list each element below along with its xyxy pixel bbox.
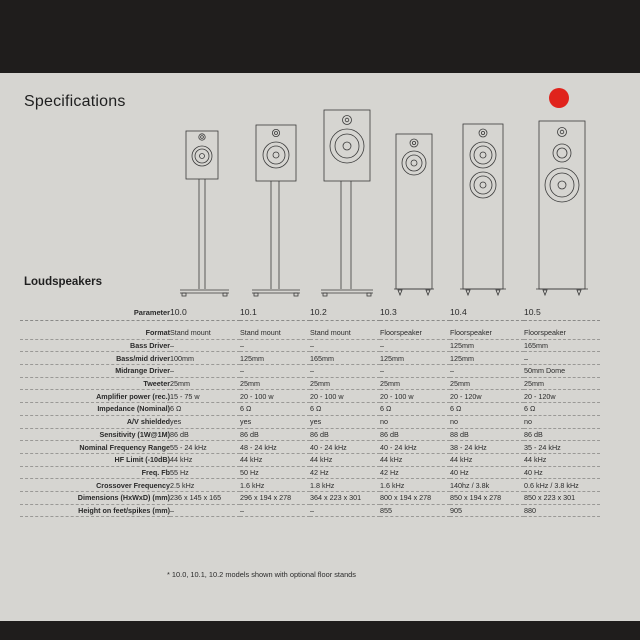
table-cell: 38 - 24 kHz xyxy=(450,441,524,454)
model-header: 10.2 xyxy=(310,304,380,321)
table-cell: – xyxy=(310,504,380,517)
table-cell: 44 kHz xyxy=(380,453,450,466)
table-cell: 25mm xyxy=(170,377,240,390)
table-cell: yes xyxy=(310,415,380,428)
table-cell: 880 xyxy=(524,504,600,517)
table-cell: 6 Ω xyxy=(170,403,240,416)
row-label: Nominal Frequency Range xyxy=(20,441,170,454)
table-cell: 850 x 194 x 278 xyxy=(450,491,524,504)
table-cell: Floorspeaker xyxy=(380,327,450,339)
table-cell: 25mm xyxy=(450,377,524,390)
speaker-10-5-drawing xyxy=(536,121,588,295)
table-cell: 20 - 120w xyxy=(450,390,524,403)
table-row xyxy=(20,428,600,441)
row-label: Bass/mid driver xyxy=(20,352,170,365)
table-row xyxy=(20,352,600,365)
table-cell: 55 - 24 kHz xyxy=(170,441,240,454)
speaker-10-2-drawing xyxy=(321,110,373,296)
table-cell: – xyxy=(380,339,450,352)
table-cell: 1.8 kHz xyxy=(310,479,380,492)
table-cell: 42 Hz xyxy=(310,466,380,479)
table-row xyxy=(20,365,600,378)
table-cell: 25mm xyxy=(310,377,380,390)
table-cell: 800 x 194 x 278 xyxy=(380,491,450,504)
table-cell: – xyxy=(380,365,450,378)
speaker-10-4-drawing xyxy=(460,124,506,295)
table-cell: 44 kHz xyxy=(310,453,380,466)
table-cell: Stand mount xyxy=(240,327,310,339)
table-cell: 296 x 194 x 278 xyxy=(240,491,310,504)
table-cell: 55 Hz xyxy=(170,466,240,479)
table-cell: 6 Ω xyxy=(240,403,310,416)
table-row xyxy=(20,390,600,403)
table-cell: 40 - 24 kHz xyxy=(380,441,450,454)
speaker-illustrations xyxy=(0,73,640,298)
table-cell: 44 kHz xyxy=(450,453,524,466)
table-row xyxy=(20,403,600,416)
table-cell: 20 - 100 w xyxy=(310,390,380,403)
table-cell: 44 kHz xyxy=(240,453,310,466)
row-label: Crossover Frequency xyxy=(20,479,170,492)
table-cell: 6 Ω xyxy=(310,403,380,416)
table-row xyxy=(20,466,600,479)
table-cell: yes xyxy=(240,415,310,428)
table-cell: Floorspeaker xyxy=(524,327,600,339)
table-row xyxy=(20,491,600,504)
table-cell: 6 Ω xyxy=(450,403,524,416)
table-cell: 40 - 24 kHz xyxy=(310,441,380,454)
table-cell: 20 - 120w xyxy=(524,390,600,403)
section-title: Loudspeakers xyxy=(24,276,102,288)
row-label: Tweeter xyxy=(20,377,170,390)
spec-sheet xyxy=(0,73,640,621)
table-cell: – xyxy=(524,352,600,365)
parameter-header: Parameter xyxy=(20,304,170,321)
table-cell: 35 - 24 kHz xyxy=(524,441,600,454)
table-cell: 86 dB xyxy=(524,428,600,441)
model-header: 10.3 xyxy=(380,304,450,321)
footnote: * 10.0, 10.1, 10.2 models shown with optional floor stands xyxy=(167,570,356,579)
table-row xyxy=(20,377,600,390)
table-cell: 0.6 kHz / 3.8 kHz xyxy=(524,479,600,492)
table-row xyxy=(20,479,600,492)
row-label: HF Limit (-10dB) xyxy=(20,453,170,466)
table-cell: 165mm xyxy=(524,339,600,352)
table-cell: Stand mount xyxy=(170,327,240,339)
table-cell: 88 dB xyxy=(450,428,524,441)
row-label: Freq. Fb xyxy=(20,466,170,479)
table-cell: Stand mount xyxy=(310,327,380,339)
table-cell: 850 x 223 x 301 xyxy=(524,491,600,504)
table-cell: 25mm xyxy=(240,377,310,390)
table-cell: 86 dB xyxy=(170,428,240,441)
table-cell: no xyxy=(380,415,450,428)
row-label: Format xyxy=(20,327,170,339)
table-row xyxy=(20,339,600,352)
row-label: Dimensions (HxWxD) (mm) xyxy=(20,491,170,504)
table-cell: 86 dB xyxy=(240,428,310,441)
model-header: 10.0 xyxy=(170,304,240,321)
table-cell: 6 Ω xyxy=(380,403,450,416)
table-row xyxy=(20,327,600,339)
model-header: 10.4 xyxy=(450,304,524,321)
table-cell: – xyxy=(450,365,524,378)
table-cell: – xyxy=(310,339,380,352)
table-cell: 50mm Dome xyxy=(524,365,600,378)
model-header: 10.5 xyxy=(524,304,600,321)
table-row xyxy=(20,453,600,466)
table-cell: Floorspeaker xyxy=(450,327,524,339)
row-label: Bass Driver xyxy=(20,339,170,352)
table-cell: 125mm xyxy=(450,339,524,352)
table-cell: – xyxy=(170,339,240,352)
specs-table xyxy=(20,304,600,517)
speaker-10-3-drawing xyxy=(394,134,434,295)
page-title: Specifications xyxy=(24,93,126,110)
table-cell: 236 x 145 x 165 xyxy=(170,491,240,504)
table-header-row xyxy=(20,304,600,321)
row-label: Impedance (Nominal) xyxy=(20,403,170,416)
table-cell: 40 Hz xyxy=(450,466,524,479)
row-label: Sensitivity (1W@1M) xyxy=(20,428,170,441)
speaker-10-1-drawing xyxy=(252,125,300,296)
table-cell: no xyxy=(524,415,600,428)
table-cell: 165mm xyxy=(310,352,380,365)
table-cell: – xyxy=(240,365,310,378)
table-cell: 40 Hz xyxy=(524,466,600,479)
speaker-10-0-drawing xyxy=(180,131,229,296)
table-cell: 125mm xyxy=(380,352,450,365)
table-cell: 50 Hz xyxy=(240,466,310,479)
table-row xyxy=(20,504,600,517)
table-row xyxy=(20,441,600,454)
table-cell: no xyxy=(450,415,524,428)
table-cell: 125mm xyxy=(450,352,524,365)
table-cell: 86 dB xyxy=(380,428,450,441)
specs-table-body xyxy=(20,327,600,517)
table-cell: 1.6 kHz xyxy=(380,479,450,492)
table-cell: – xyxy=(170,365,240,378)
table-cell: 15 - 75 w xyxy=(170,390,240,403)
table-cell: 44 kHz xyxy=(524,453,600,466)
table-cell: 20 - 100 w xyxy=(240,390,310,403)
table-cell: 2.5 kHz xyxy=(170,479,240,492)
table-cell: 364 x 223 x 301 xyxy=(310,491,380,504)
row-label: Height on feet/spikes (mm) xyxy=(20,504,170,517)
row-label: Midrange Driver xyxy=(20,365,170,378)
table-cell: yes xyxy=(170,415,240,428)
row-label: A/V shielded xyxy=(20,415,170,428)
table-cell: 44 kHz xyxy=(170,453,240,466)
table-cell: 20 - 100 w xyxy=(380,390,450,403)
table-cell: 1.6 kHz xyxy=(240,479,310,492)
table-cell: 125mm xyxy=(240,352,310,365)
table-cell: 25mm xyxy=(524,377,600,390)
table-cell: 100mm xyxy=(170,352,240,365)
table-cell: 86 dB xyxy=(310,428,380,441)
table-cell: 905 xyxy=(450,504,524,517)
table-cell: – xyxy=(170,504,240,517)
table-cell: – xyxy=(240,339,310,352)
table-cell: 140hz / 3.8k xyxy=(450,479,524,492)
table-row xyxy=(20,415,600,428)
table-cell: 42 Hz xyxy=(380,466,450,479)
table-cell: 25mm xyxy=(380,377,450,390)
table-cell: 855 xyxy=(380,504,450,517)
table-cell: 48 - 24 kHz xyxy=(240,441,310,454)
table-cell: – xyxy=(310,365,380,378)
row-label: Amplifier power (rec.) xyxy=(20,390,170,403)
table-cell: 6 Ω xyxy=(524,403,600,416)
model-header: 10.1 xyxy=(240,304,310,321)
table-cell: – xyxy=(240,504,310,517)
